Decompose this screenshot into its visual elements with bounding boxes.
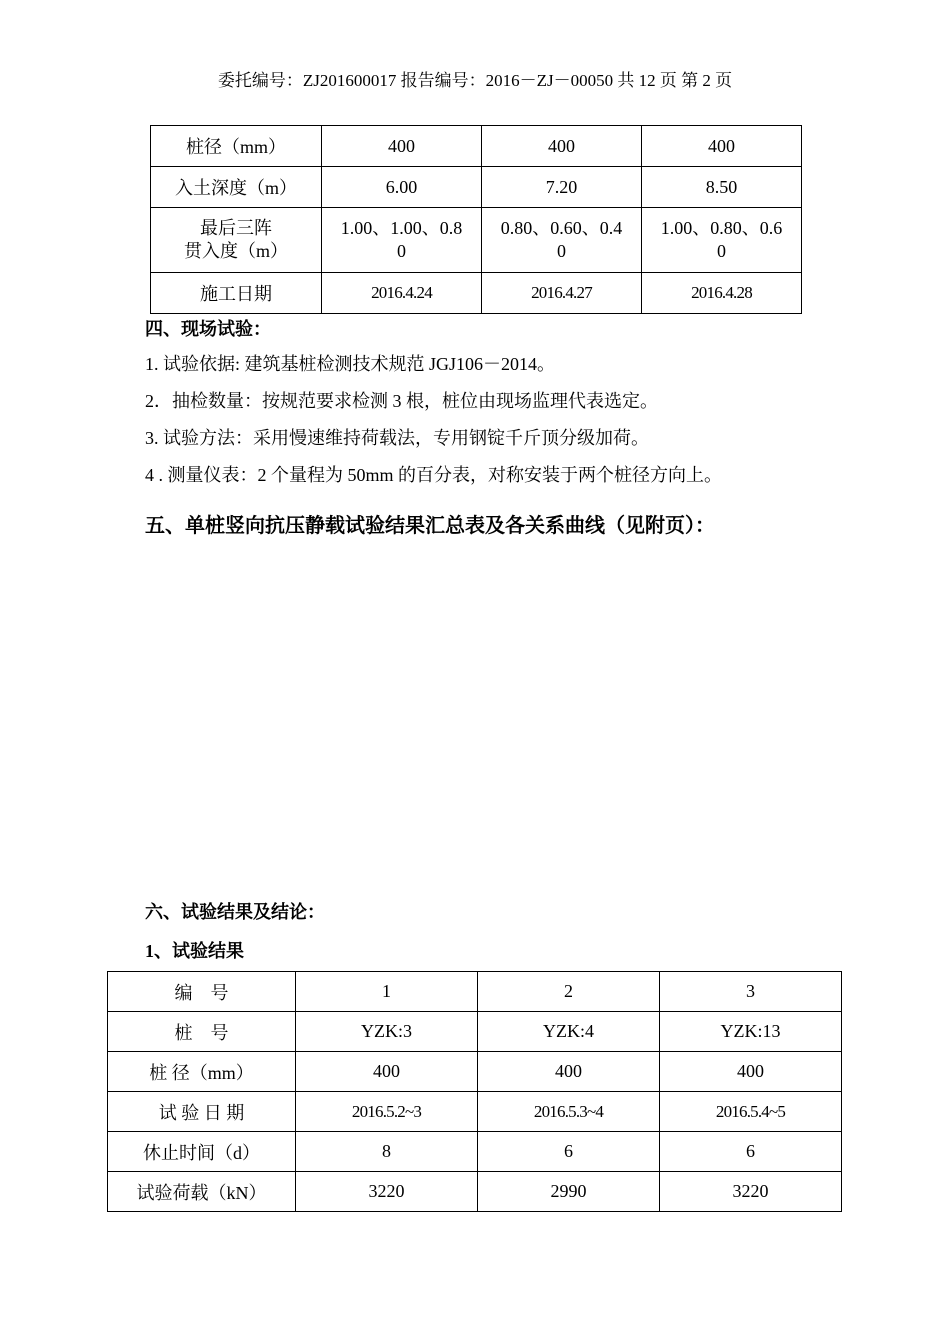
pile-parameters-table [150,125,802,314]
table-cell: 400 [482,126,642,167]
row-label: 入土深度（m） [151,167,322,208]
table-cell: 2016.4.27 [482,273,642,314]
table-row [108,1092,842,1132]
row-label: 桩 号 [108,1012,296,1052]
section-heading: 五、单桩竖向抗压静载试验结果汇总表及各关系曲线（见附页）： [145,515,715,537]
table-row [108,972,842,1012]
section-subheading: 1、试验结果 [145,941,244,961]
cell-line: 0 [397,241,406,261]
table-row [108,1172,842,1212]
table-cell: 400 [660,1052,842,1092]
table-cell: 400 [478,1052,660,1092]
table-cell: 2016.5.3~4 [478,1092,660,1132]
table-cell: 2990 [478,1172,660,1212]
table-cell [322,208,482,273]
table-cell: 7.20 [482,167,642,208]
cell-line: 0 [717,241,726,261]
cell-line: 0 [557,241,566,261]
row-label-line: 贯入度（m） [183,241,288,261]
table-row [151,167,802,208]
row-label [151,208,322,273]
table-cell: 2016.4.24 [322,273,482,314]
table-row [108,1052,842,1092]
table-cell: 6.00 [322,167,482,208]
table-cell: 3220 [296,1172,478,1212]
cell-line: 1.00、0.80、0.6 [660,218,783,238]
table-cell: 2016.4.28 [642,273,802,314]
table-cell: 1 [296,972,478,1012]
table-row [151,273,802,314]
table-cell: YZK:4 [478,1012,660,1052]
row-label: 编 号 [108,972,296,1012]
table-cell: 2 [478,972,660,1012]
table-cell [642,208,802,273]
paragraph: 2．抽检数量：按规范要求检测 3 根，桩位由现场监理代表选定。 [145,391,658,411]
table-cell: 400 [642,126,802,167]
cell-line: 0.80、0.60、0.4 [500,218,623,238]
row-label: 休止时间（d） [108,1132,296,1172]
row-label: 桩 径（mm） [108,1052,296,1092]
table-row [108,1012,842,1052]
paragraph: 3. 试验方法：采用慢速维持荷载法，专用钢锭千斤顶分级加荷。 [145,428,649,448]
table-cell: 6 [478,1132,660,1172]
row-label: 试 验 日 期 [108,1092,296,1132]
row-label: 桩径（mm） [151,126,322,167]
section-heading: 六、试验结果及结论： [145,902,325,922]
table-cell: 400 [296,1052,478,1092]
test-results-table [107,971,842,1212]
table-cell: 6 [660,1132,842,1172]
table-cell: 8.50 [642,167,802,208]
paragraph: 4 . 测量仪表：2 个量程为 50mm 的百分表，对称安装于两个桩径方向上。 [145,465,722,485]
table-cell: YZK:3 [296,1012,478,1052]
table-cell: 2016.5.4~5 [660,1092,842,1132]
cell-line: 1.00、1.00、0.8 [340,218,463,238]
table-cell: 400 [322,126,482,167]
table-cell: 2016.5.2~3 [296,1092,478,1132]
row-label-line: 最后三阵 [200,218,272,238]
table-cell: YZK:13 [660,1012,842,1052]
table-cell: 3 [660,972,842,1012]
paragraph: 1. 试验依据: 建筑基桩检测技术规范 JGJ106－2014。 [145,354,556,374]
row-label: 试验荷载（kN） [108,1172,296,1212]
section-heading: 四、现场试验： [145,319,271,339]
table-row [151,126,802,167]
table-row [151,208,802,273]
table-cell [482,208,642,273]
table-cell: 8 [296,1132,478,1172]
row-label: 施工日期 [151,273,322,314]
table-row [108,1132,842,1172]
table-cell: 3220 [660,1172,842,1212]
report-header: 委托编号：ZJ201600017 报告编号：2016－ZJ－00050 共 12 页 第 2 页 [217,71,733,90]
